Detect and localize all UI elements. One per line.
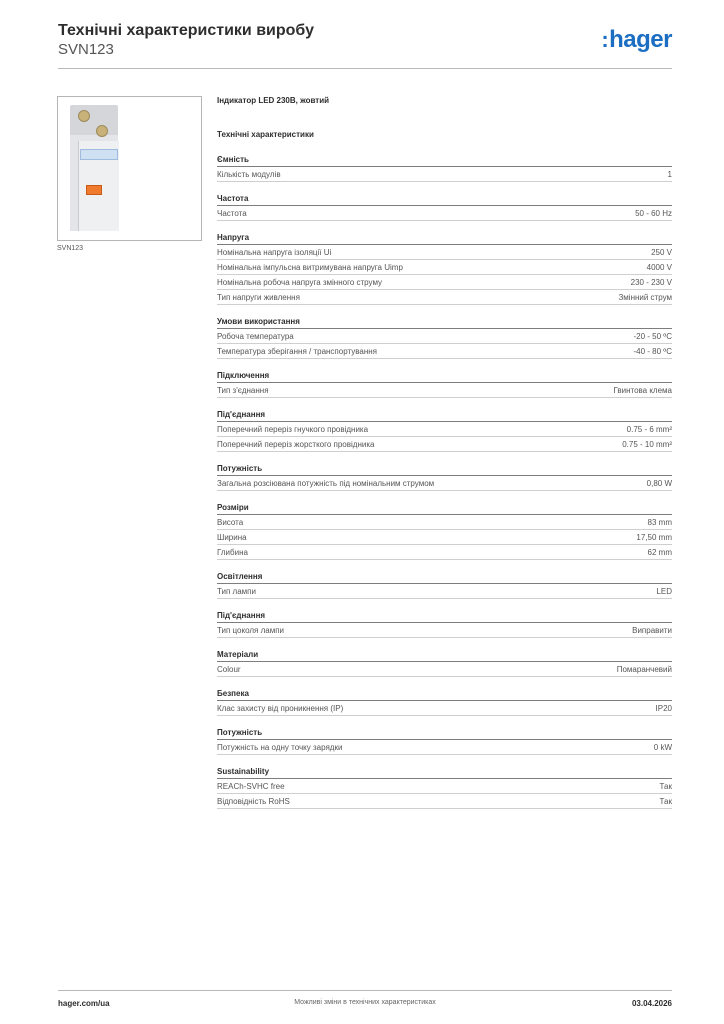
spec-row xyxy=(217,584,672,599)
spec-label: Поперечний переріз жорсткого провідника xyxy=(217,440,375,449)
hager-logo xyxy=(601,26,672,54)
spec-group-title: Матеріали xyxy=(217,649,672,662)
page-header xyxy=(58,20,672,69)
spec-row xyxy=(217,794,672,809)
spec-value: IP20 xyxy=(655,704,672,713)
spec-group-title: Потужність xyxy=(217,463,672,476)
spec-row xyxy=(217,515,672,530)
spec-group xyxy=(217,409,672,452)
spec-group-title: Під'єднання xyxy=(217,610,672,623)
spec-row xyxy=(217,290,672,305)
brand-label xyxy=(80,149,118,160)
spec-label: Номінальна робоча напруга змінного струму xyxy=(217,278,383,287)
spec-group xyxy=(217,688,672,716)
spec-group-title: Підключення xyxy=(217,370,672,383)
spec-row xyxy=(217,275,672,290)
footer-website[interactable]: hager.com/ua xyxy=(58,999,110,1008)
spec-group xyxy=(217,727,672,755)
spec-group-title: Напруга xyxy=(217,232,672,245)
footer-disclaimer: Можливі зміни в технічних характеристиках xyxy=(294,999,436,1006)
spec-label: Тип цоколя лампи xyxy=(217,626,285,635)
spec-value: 250 V xyxy=(651,248,672,257)
spec-label: Потужність на одну точку зарядки xyxy=(217,743,343,752)
spec-label: Загальна розсіювана потужність під номінальним струмом xyxy=(217,479,435,488)
spec-row xyxy=(217,422,672,437)
spec-label: Кількість модулів xyxy=(217,170,281,179)
spec-group xyxy=(217,610,672,638)
spec-group-title: Частота xyxy=(217,193,672,206)
spec-groups xyxy=(217,154,672,809)
spec-row xyxy=(217,476,672,491)
spec-value: 0.75 - 6 mm² xyxy=(626,425,672,434)
spec-group xyxy=(217,766,672,809)
spec-value: Помаранчевий xyxy=(616,665,672,674)
spec-label: Ширина xyxy=(217,533,247,542)
led-indicator xyxy=(86,185,102,195)
spec-value: 1 xyxy=(667,170,672,179)
spec-value: Виправити xyxy=(632,626,672,635)
spec-content xyxy=(217,96,672,820)
spec-label: Глибина xyxy=(217,548,248,557)
spec-group-title: Освітлення xyxy=(217,571,672,584)
product-image xyxy=(57,96,202,241)
spec-label: Номінальна імпульсна витримувана напруга Uimp xyxy=(217,263,403,272)
spec-row xyxy=(217,545,672,560)
product-name: Індикатор LED 230В, жовтий xyxy=(217,96,330,105)
device-illustration xyxy=(70,105,118,231)
spec-value: -20 - 50 ºC xyxy=(633,332,672,341)
terminal-screw-icon xyxy=(96,125,108,137)
spec-value: 62 mm xyxy=(647,548,672,557)
spec-label: Висота xyxy=(217,518,244,527)
spec-group-title: Ємність xyxy=(217,154,672,167)
spec-row xyxy=(217,167,672,182)
image-caption: SVN123 xyxy=(57,245,84,252)
spec-row xyxy=(217,623,672,638)
spec-group xyxy=(217,463,672,491)
spec-row xyxy=(217,260,672,275)
spec-group-title: Умови використання xyxy=(217,316,672,329)
spec-label: Клас захисту від проникнення (IP) xyxy=(217,704,344,713)
spec-value: 0.75 - 10 mm² xyxy=(622,440,672,449)
spec-value: Гвинтова клема xyxy=(613,386,672,395)
spec-label: Тип лампи xyxy=(217,587,256,596)
spec-group xyxy=(217,571,672,599)
spec-group-title: Під'єднання xyxy=(217,409,672,422)
spec-group xyxy=(217,502,672,560)
spec-label: Робоча температура xyxy=(217,332,294,341)
spec-group-title: Розміри xyxy=(217,502,672,515)
spec-group xyxy=(217,370,672,398)
page-footer xyxy=(58,990,672,1011)
spec-value: -40 - 80 ºC xyxy=(633,347,672,356)
spec-row xyxy=(217,701,672,716)
spec-group xyxy=(217,232,672,305)
spec-value: Так xyxy=(659,782,672,791)
spec-group xyxy=(217,649,672,677)
spec-label: Відповідність RoHS xyxy=(217,797,290,806)
page-title: Технічні характеристики виробу xyxy=(58,22,314,39)
spec-value: 17,50 mm xyxy=(636,533,672,542)
spec-value: 0 kW xyxy=(653,743,672,752)
spec-row xyxy=(217,662,672,677)
spec-label: Colour xyxy=(217,665,241,674)
logo-dots: : xyxy=(601,27,609,52)
spec-row xyxy=(217,329,672,344)
spec-row xyxy=(217,245,672,260)
spec-group xyxy=(217,154,672,182)
spec-label: Номінальна напруга ізоляції Ui xyxy=(217,248,332,257)
spec-value: Так xyxy=(659,797,672,806)
spec-label: Тип з'єднання xyxy=(217,386,269,395)
spec-row xyxy=(217,740,672,755)
spec-value: 4000 V xyxy=(646,263,672,272)
spec-row xyxy=(217,344,672,359)
spec-value: LED xyxy=(656,587,672,596)
footer-date: 03.04.2026 xyxy=(631,999,672,1008)
spec-value: 230 - 230 V xyxy=(630,278,672,287)
spec-row xyxy=(217,779,672,794)
device-top xyxy=(70,105,118,139)
spec-value: 83 mm xyxy=(647,518,672,527)
spec-row xyxy=(217,530,672,545)
terminal-screw-icon xyxy=(78,110,90,122)
logo-text: hager xyxy=(609,26,672,53)
spec-value: 50 - 60 Hz xyxy=(635,209,672,218)
spec-value: Змінний струм xyxy=(618,293,672,302)
spec-group-title: Безпека xyxy=(217,688,672,701)
spec-label: Поперечний переріз гнучкого провідника xyxy=(217,425,369,434)
spec-label: Температура зберігання / транспортування xyxy=(217,347,378,356)
spec-group xyxy=(217,316,672,359)
spec-group-title: Потужність xyxy=(217,727,672,740)
product-code: SVN123 xyxy=(58,41,114,58)
spec-label: REACh-SVHC free xyxy=(217,782,285,791)
spec-label: Частота xyxy=(217,209,247,218)
section-title: Технічні характеристики xyxy=(217,130,314,139)
spec-group-title: Sustainability xyxy=(217,766,672,779)
spec-row xyxy=(217,437,672,452)
spec-row xyxy=(217,206,672,221)
spec-value: 0,80 W xyxy=(646,479,672,488)
spec-group xyxy=(217,193,672,221)
spec-row xyxy=(217,383,672,398)
spec-label: Тип напруги живлення xyxy=(217,293,300,302)
